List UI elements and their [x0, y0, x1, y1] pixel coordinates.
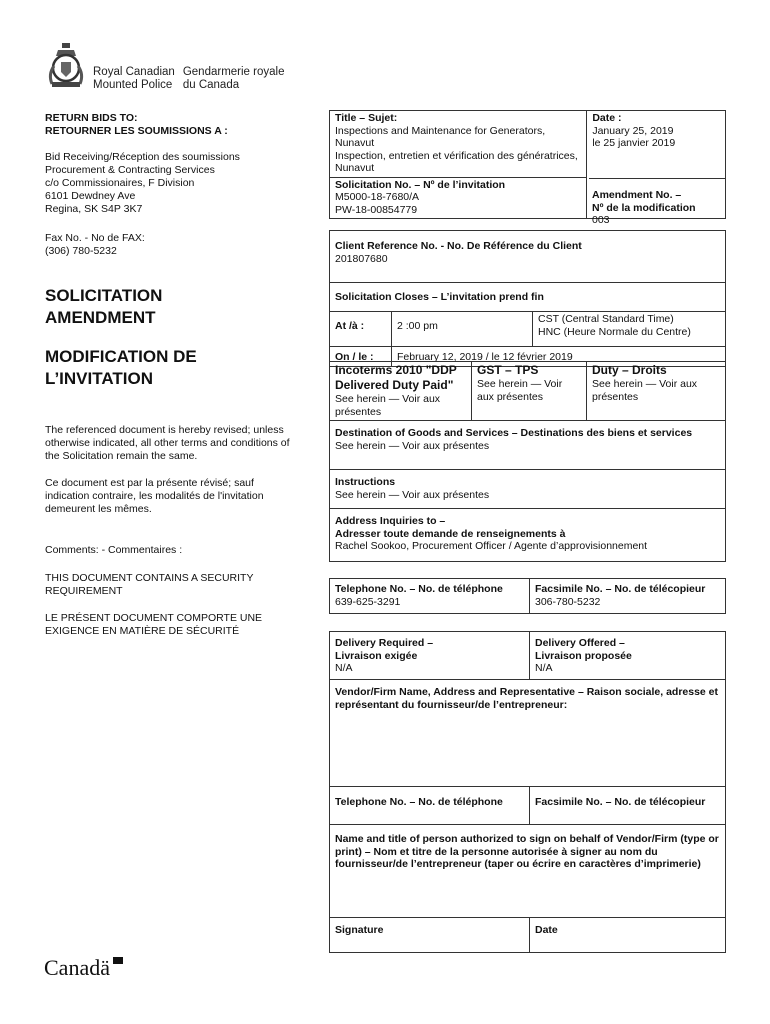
- client-ref-label: Client Reference No. - No. De Référence du Client: [335, 240, 582, 252]
- date-field[interactable]: [530, 918, 726, 953]
- phone-value: 639-625-3291: [335, 595, 401, 608]
- title-en: [45, 285, 305, 329]
- delivery-required-label-1: Delivery Required –: [335, 637, 434, 649]
- on-label: On / le :: [330, 347, 392, 367]
- phone-cell: [330, 579, 530, 614]
- at-label: At /à :: [330, 312, 392, 347]
- incoterms-label-1: Incoterms 2010 "DDP: [335, 363, 457, 377]
- inquiries-value: Rachel Sookoo, Procurement Officer / Agente d’approvisionnement: [335, 540, 648, 552]
- address-line: Procurement & Contracting Services: [45, 164, 215, 176]
- solicitation-label: Solicitation No. – Nº de l’invitation: [335, 178, 506, 191]
- security-notice-fr: LE PRÉSENT DOCUMENT COMPORTE UNE EXIGENCE EN MATIÈRE DE SÉCURITÉ: [45, 612, 263, 637]
- signature-label: Signature: [335, 924, 384, 936]
- date-label: Date: [535, 924, 558, 936]
- return-bids-en: RETURN BIDS TO:: [45, 112, 138, 124]
- title-fr-line1: MODIFICATION DE: [45, 347, 197, 366]
- inquiries-label-1: Address Inquiries to –: [335, 515, 446, 527]
- address-line: 6101 Dewdney Ave: [45, 190, 136, 202]
- amendment-label-1: Amendment No. –: [592, 189, 682, 201]
- timezone-cell: [533, 312, 726, 347]
- on-date: February 12, 2019 / le 12 février 2019: [392, 347, 726, 367]
- vendor-fax-label: Facsimile No. – No. de télécopieur: [535, 796, 706, 808]
- vendor-name-label: Vendor/Firm Name, Address and Representative – Raison sociale, adresse et représentant du fournisseur/de l’entrepreneur:: [335, 686, 719, 711]
- agency-en-line1: Royal Canadian: [93, 66, 175, 78]
- amendment-value: 003: [592, 214, 610, 226]
- solicitation-no-pw: PW-18-00854779: [335, 203, 418, 216]
- signature-field[interactable]: [330, 918, 530, 953]
- contact-row: [329, 578, 726, 614]
- title-en: Inspections and Maintenance for Generators, Nunavut: [335, 124, 546, 149]
- date-divider: [589, 178, 726, 179]
- title-cell: [330, 111, 587, 178]
- delivery-required-label-2: Livraison exigée: [335, 649, 418, 662]
- solicitation-no-cell: [330, 177, 587, 219]
- gst-cell: [472, 362, 587, 421]
- title-fr-line2: L’INVITATION: [45, 369, 153, 388]
- destination-label: Destination of Goods and Services – Destinations des biens et services: [335, 427, 693, 439]
- delivery-offered-value: N/A: [535, 662, 553, 674]
- vendor-form: [329, 631, 726, 953]
- phone-label: Telephone No. – No. de téléphone: [335, 583, 503, 595]
- address-line: Regina, SK S4P 3K7: [45, 203, 143, 215]
- delivery-required-cell: [330, 632, 530, 680]
- fax-cell: [530, 579, 726, 614]
- canada-wordmark: [44, 955, 123, 981]
- duty-cell: [587, 362, 726, 421]
- incoterms-value: See herein — Voir aux présentes: [335, 393, 441, 418]
- fax-block: [45, 232, 305, 258]
- address-line: Bid Receiving/Réception des soumissions: [45, 151, 240, 163]
- fax-value: (306) 780-5232: [45, 245, 117, 257]
- agency-fr-line2: du Canada: [182, 79, 240, 91]
- solicitation-no: M5000-18-7680/A: [335, 191, 420, 203]
- canada-flag-icon: [113, 957, 123, 964]
- gst-value: See herein — Voir aux présentes: [477, 378, 563, 403]
- date-fr: le 25 janvier 2019: [592, 137, 676, 149]
- vendor-name-field[interactable]: [330, 680, 726, 787]
- inquiries-label-2: Adresser toute demande de renseignements à: [335, 527, 566, 540]
- gst-label: GST – TPS: [477, 363, 539, 377]
- vendor-fax-field[interactable]: [530, 787, 726, 825]
- date-en: January 25, 2019: [592, 124, 674, 137]
- duty-label: Duty – Droits: [592, 363, 667, 377]
- canada-wordmark-text: Canadä: [44, 955, 110, 980]
- destination-value: See herein — Voir aux présentes: [335, 439, 490, 452]
- bid-receiving-address: [45, 151, 305, 216]
- title-fr: Inspection, entretien et vérification des génératrices, Nunavut: [335, 149, 578, 174]
- revised-notice-en: The referenced document is hereby revised; unless otherwise indicated, all other terms and conditions of the Solicitation remain the same.: [45, 424, 290, 462]
- instructions-cell: [330, 470, 726, 509]
- delivery-offered-label-2: Livraison proposée: [535, 649, 632, 662]
- vendor-phone-label: Telephone No. – No. de téléphone: [335, 796, 503, 808]
- return-bids-fr: RETOURNER LES SOUMISSIONS A :: [45, 125, 228, 137]
- instructions-label: Instructions: [335, 476, 396, 488]
- client-ref-value: 201807680: [335, 252, 388, 265]
- duty-value: See herein — Voir aux présentes: [592, 378, 698, 403]
- comments-label: Comments: - Commentaires :: [45, 544, 183, 556]
- terms-row: [329, 361, 726, 562]
- inquiries-cell: [330, 509, 726, 562]
- security-notice-en: THIS DOCUMENT CONTAINS A SECURITY REQUIREMENT: [45, 572, 254, 597]
- authorized-person-label: Name and title of person authorized to sign on behalf of Vendor/Firm (type or print) – Nom et titre de la personne autorisée à signer au nom du fournisseur/de l’entrepreneur (taper ou écrire en caractères d’imprimerie): [335, 833, 719, 870]
- timezone-fr: HNC (Heure Normale du Centre): [538, 325, 691, 338]
- delivery-offered-cell: [530, 632, 726, 680]
- date-label: Date :: [592, 112, 622, 124]
- agency-name: [93, 66, 284, 92]
- title-fr: [45, 346, 305, 390]
- solicitation-form-body: [329, 230, 726, 367]
- authorized-person-field[interactable]: [330, 825, 726, 918]
- revised-notice-fr: Ce document est par la présente révisé; sauf indication contraire, les modalités de l'invitation demeurent les mêmes.: [45, 477, 264, 515]
- delivery-required-value: N/A: [335, 662, 353, 674]
- title-en-line2: AMENDMENT: [45, 308, 156, 327]
- agency-fr-line1: Gendarmerie royale: [182, 66, 285, 78]
- title-label: Title – Sujet:: [335, 112, 398, 124]
- timezone-en: CST (Central Standard Time): [538, 313, 674, 325]
- vendor-phone-field[interactable]: [330, 787, 530, 825]
- fax-label: Fax No. - No de FAX:: [45, 232, 145, 244]
- delivery-offered-label-1: Delivery Offered –: [535, 637, 625, 649]
- title-en-line1: SOLICITATION: [45, 286, 163, 305]
- address-line: c/o Commissionaires, F Division: [45, 177, 195, 189]
- at-time: 2 :00 pm: [392, 312, 533, 347]
- agency-en-line2: Mounted Police: [93, 79, 173, 91]
- client-ref-cell: [330, 231, 726, 283]
- closes-label: Solicitation Closes – L’invitation prend fin: [330, 283, 726, 312]
- fax-value: 306-780-5232: [535, 595, 601, 608]
- fax-label: Facsimile No. – No. de télécopieur: [535, 583, 706, 595]
- rcmp-crest-icon: [44, 42, 88, 90]
- incoterms-cell: [330, 362, 472, 421]
- amendment-cell: [592, 189, 696, 227]
- amendment-label-2: Nº de la modification: [592, 201, 696, 214]
- destination-cell: [330, 421, 726, 470]
- instructions-value: See herein — Voir aux présentes: [335, 488, 490, 501]
- incoterms-label-2: Delivered Duty Paid": [335, 378, 454, 392]
- return-bids-heading: [45, 112, 305, 138]
